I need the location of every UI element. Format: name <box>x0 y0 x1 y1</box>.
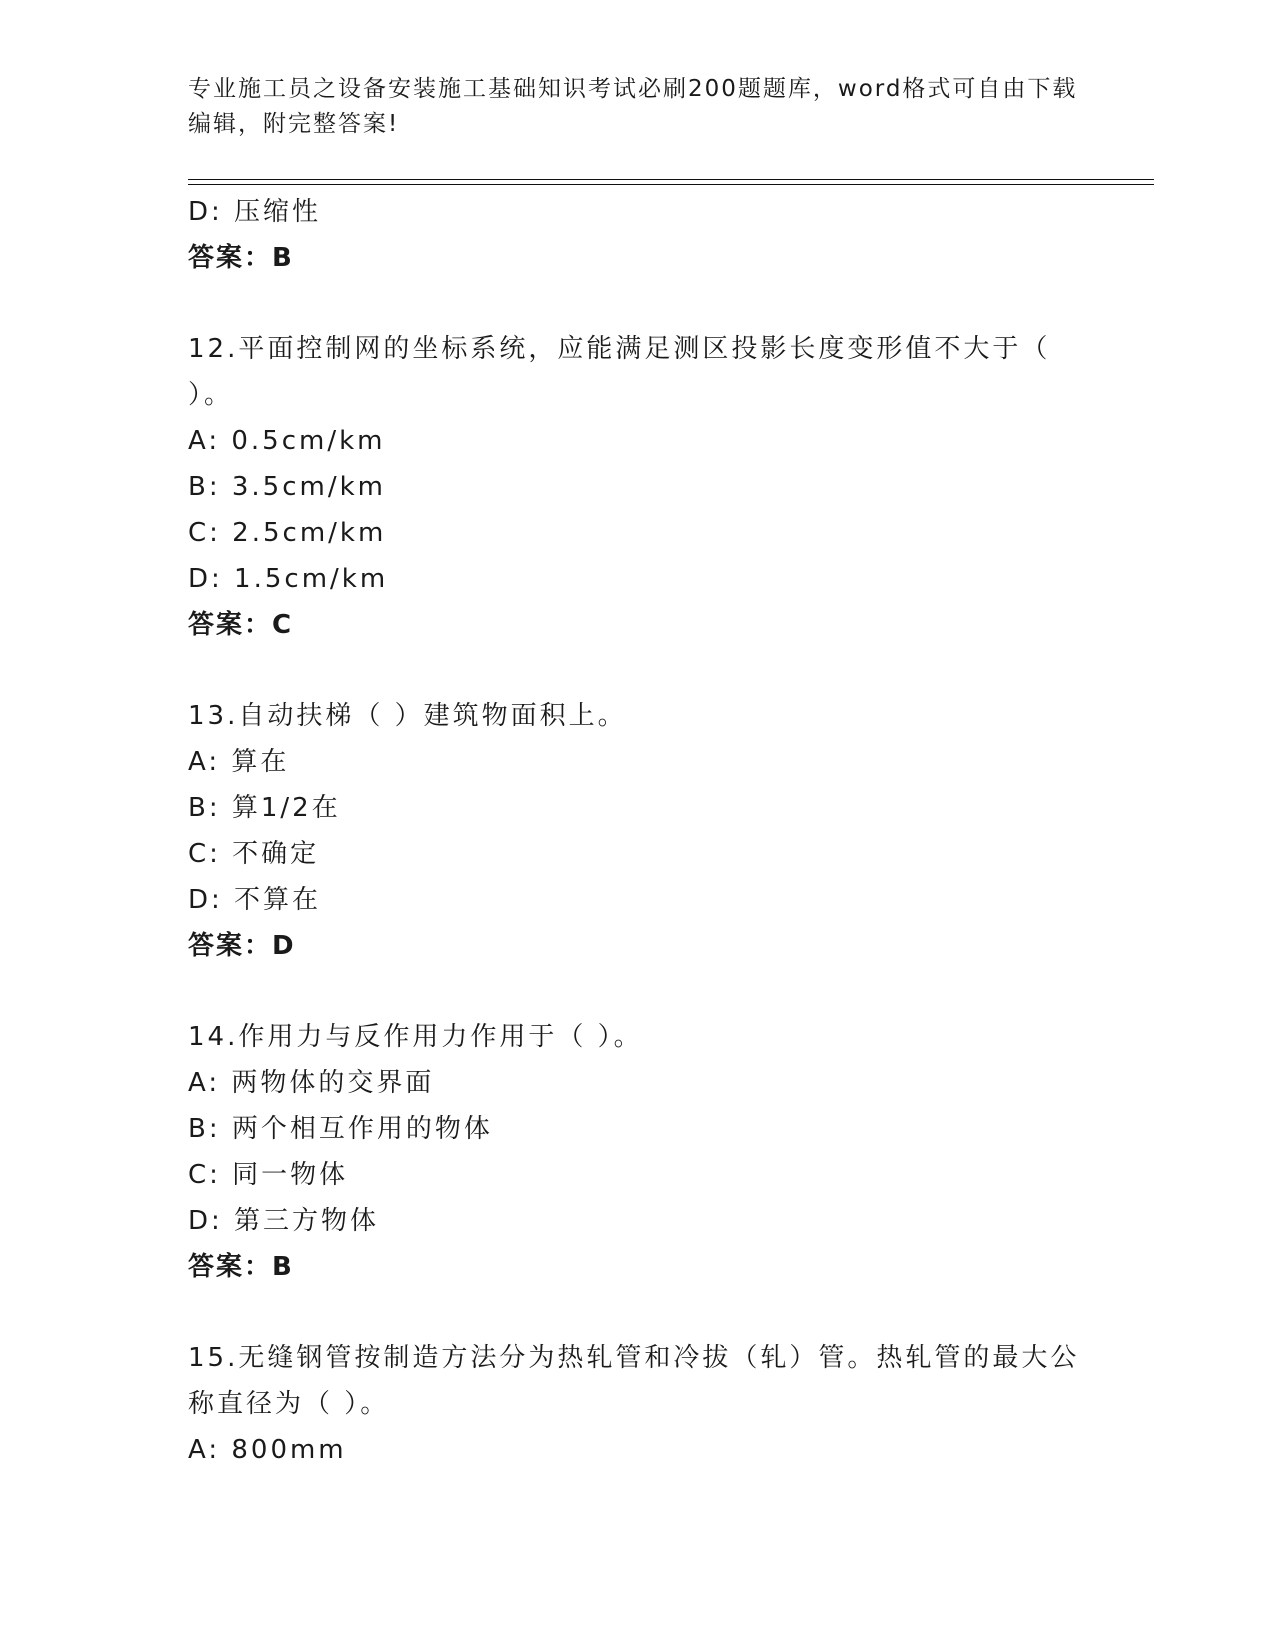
option-d: D: 1.5cm/km <box>188 564 389 594</box>
spacer <box>188 1290 1088 1335</box>
question-13 <box>188 693 1088 969</box>
option-a: A: 两物体的交界面 <box>188 1068 435 1098</box>
option-a: A: 算在 <box>188 747 290 777</box>
option-c: C: 不确定 <box>188 839 320 869</box>
option-a: A: 800mm <box>188 1435 347 1465</box>
answer-line: 答案：B <box>188 243 294 273</box>
header-title-line-1: 专业施工员之设备安装施工基础知识考试必刷200题题库，word格式可自由下载 <box>188 76 1078 102</box>
question-15 <box>188 1335 1088 1473</box>
question-stem-continued: ）。 <box>188 380 234 410</box>
question-11-tail <box>188 189 1088 281</box>
option-a: A: 0.5cm/km <box>188 426 386 456</box>
question-stem-continued: 称直径为（ ）。 <box>188 1389 390 1419</box>
question-stem: 13.自动扶梯（ ）建筑物面积上。 <box>188 701 627 731</box>
option-d: D: 不算在 <box>188 885 322 915</box>
option-b: B: 两个相互作用的物体 <box>188 1114 493 1144</box>
header-divider-top <box>188 179 1154 180</box>
spacer <box>188 648 1088 693</box>
option-c: C: 同一物体 <box>188 1160 349 1190</box>
option-d: D: 第三方物体 <box>188 1206 380 1236</box>
spacer <box>188 969 1088 1014</box>
question-14 <box>188 1014 1088 1290</box>
document-header <box>188 72 1088 142</box>
answer-line: 答案：C <box>188 610 294 640</box>
question-stem: 14.作用力与反作用力作用于（ ）。 <box>188 1022 643 1052</box>
spacer <box>188 281 1088 326</box>
question-12 <box>188 326 1088 648</box>
option-b: B: 算1/2在 <box>188 793 341 823</box>
option-d: D: 压缩性 <box>188 197 322 227</box>
header-title-line-2: 编辑，附完整答案! <box>188 111 400 137</box>
option-b: B: 3.5cm/km <box>188 472 386 502</box>
answer-line: 答案：B <box>188 1252 294 1282</box>
question-stem: 15.无缝钢管按制造方法分为热轧管和冷拔（轧）管。热轧管的最大公 <box>188 1343 1080 1373</box>
option-c: C: 2.5cm/km <box>188 518 387 548</box>
question-list <box>188 189 1088 1473</box>
question-stem: 12.平面控制网的坐标系统，应能满足测区投影长度变形值不大于（ <box>188 334 1051 364</box>
answer-line: 答案：D <box>188 931 296 961</box>
header-divider-bottom <box>188 184 1154 185</box>
